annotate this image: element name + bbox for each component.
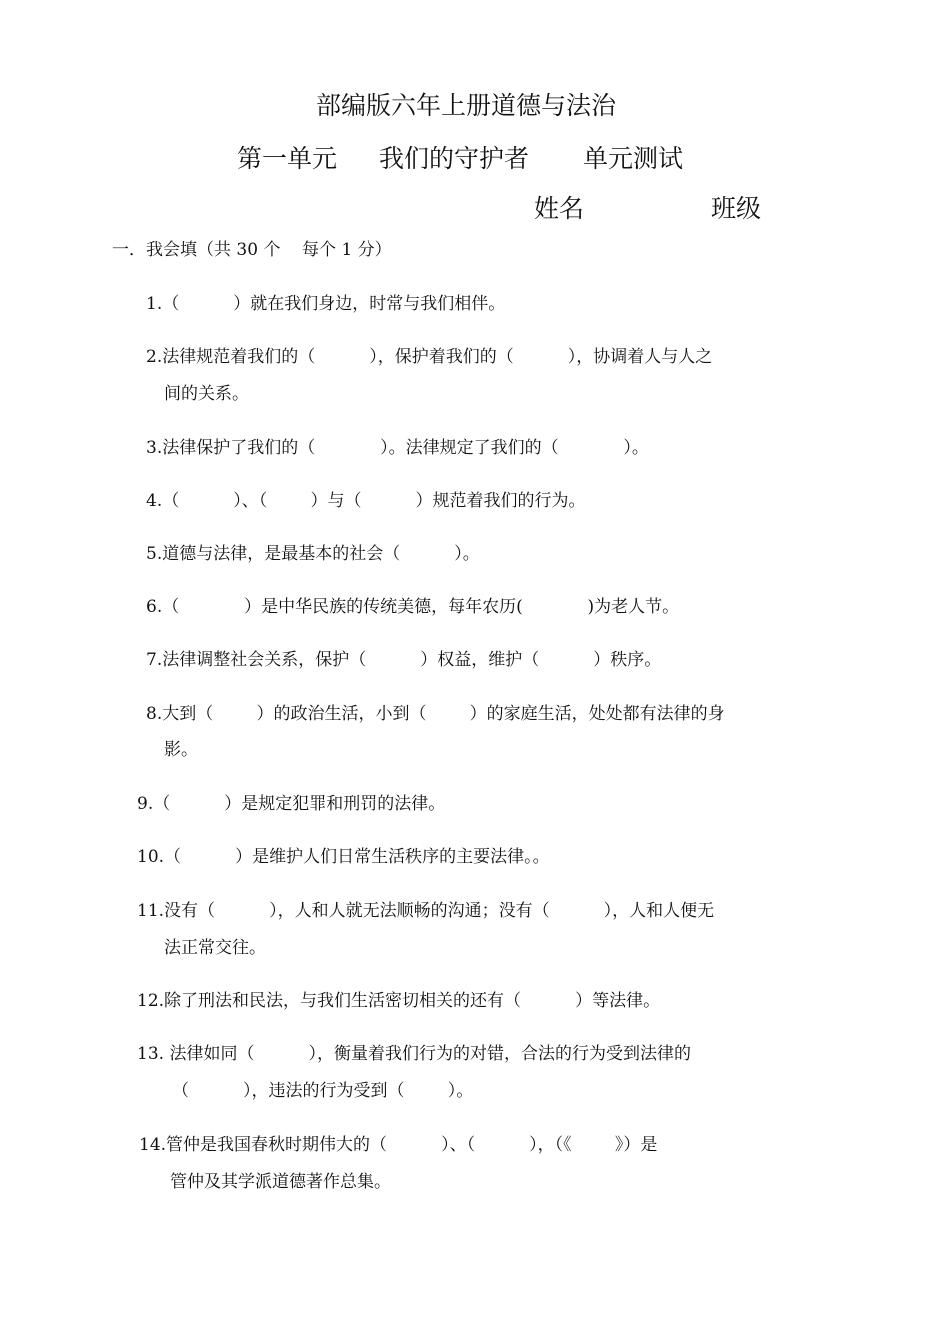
unit-number: 第一单元	[237, 144, 338, 173]
question-7: 7.法律调整社会关系，保护（ ）权益，维护（ ）秩序。	[146, 650, 662, 670]
section-heading: 一．我会填（共 30 个 每个 1 分）	[112, 240, 392, 260]
name-label: 姓名	[534, 194, 585, 223]
question-4: 4.（ ）、（ ）与（ ）规范着我们的行为。	[146, 491, 586, 511]
test-label: 单元测试	[583, 144, 684, 173]
question-14-continued: 管仲及其学派道德著作总集。	[170, 1172, 391, 1192]
question-11-continued: 法正常交往。	[164, 938, 266, 958]
question-6: 6.（ ）是中华民族的传统美德，每年农历( )为老人节。	[146, 597, 680, 617]
question-3: 3.法律保护了我们的（ ）。法律规定了我们的（ ）。	[146, 438, 649, 458]
question-2: 2.法律规范着我们的（ ），保护着我们的（ ），协调着人与人之	[146, 347, 713, 367]
question-10: 10.（ ）是维护人们日常生活秩序的主要法律。。	[137, 847, 550, 867]
question-9: 9.（ ）是规定犯罪和刑罚的法律。	[137, 794, 446, 814]
question-5: 5.道德与法律，是最基本的社会（ ）。	[146, 544, 480, 564]
question-14: 14.管仲是我国春秋时期伟大的（ ）、（ ），（《 》）是	[139, 1135, 658, 1155]
question-11: 11.没有（ ），人和人就无法顺畅的沟通；没有（ ），人和人便无	[137, 901, 715, 921]
unit-name: 我们的守护者	[379, 144, 530, 173]
question-13-continued: （ ），违法的行为受到（ ）。	[172, 1081, 474, 1101]
class-label: 班级	[711, 194, 762, 223]
question-13: 13. 法律如同（ ），衡量着我们行为的对错，合法的行为受到法律的	[137, 1044, 691, 1064]
question-8-continued: 影。	[164, 740, 198, 760]
question-2-continued: 间的关系。	[164, 384, 249, 404]
question-1: 1.（ ）就在我们身边，时常与我们相伴。	[146, 294, 506, 314]
question-12: 12.除了刑法和民法，与我们生活密切相关的还有（ ）等法律。	[137, 991, 661, 1011]
page-title: 部编版六年上册道德与法治	[316, 91, 617, 120]
question-8: 8.大到（ ）的政治生活，小到（ ）的家庭生活，处处都有法律的身	[146, 704, 725, 724]
